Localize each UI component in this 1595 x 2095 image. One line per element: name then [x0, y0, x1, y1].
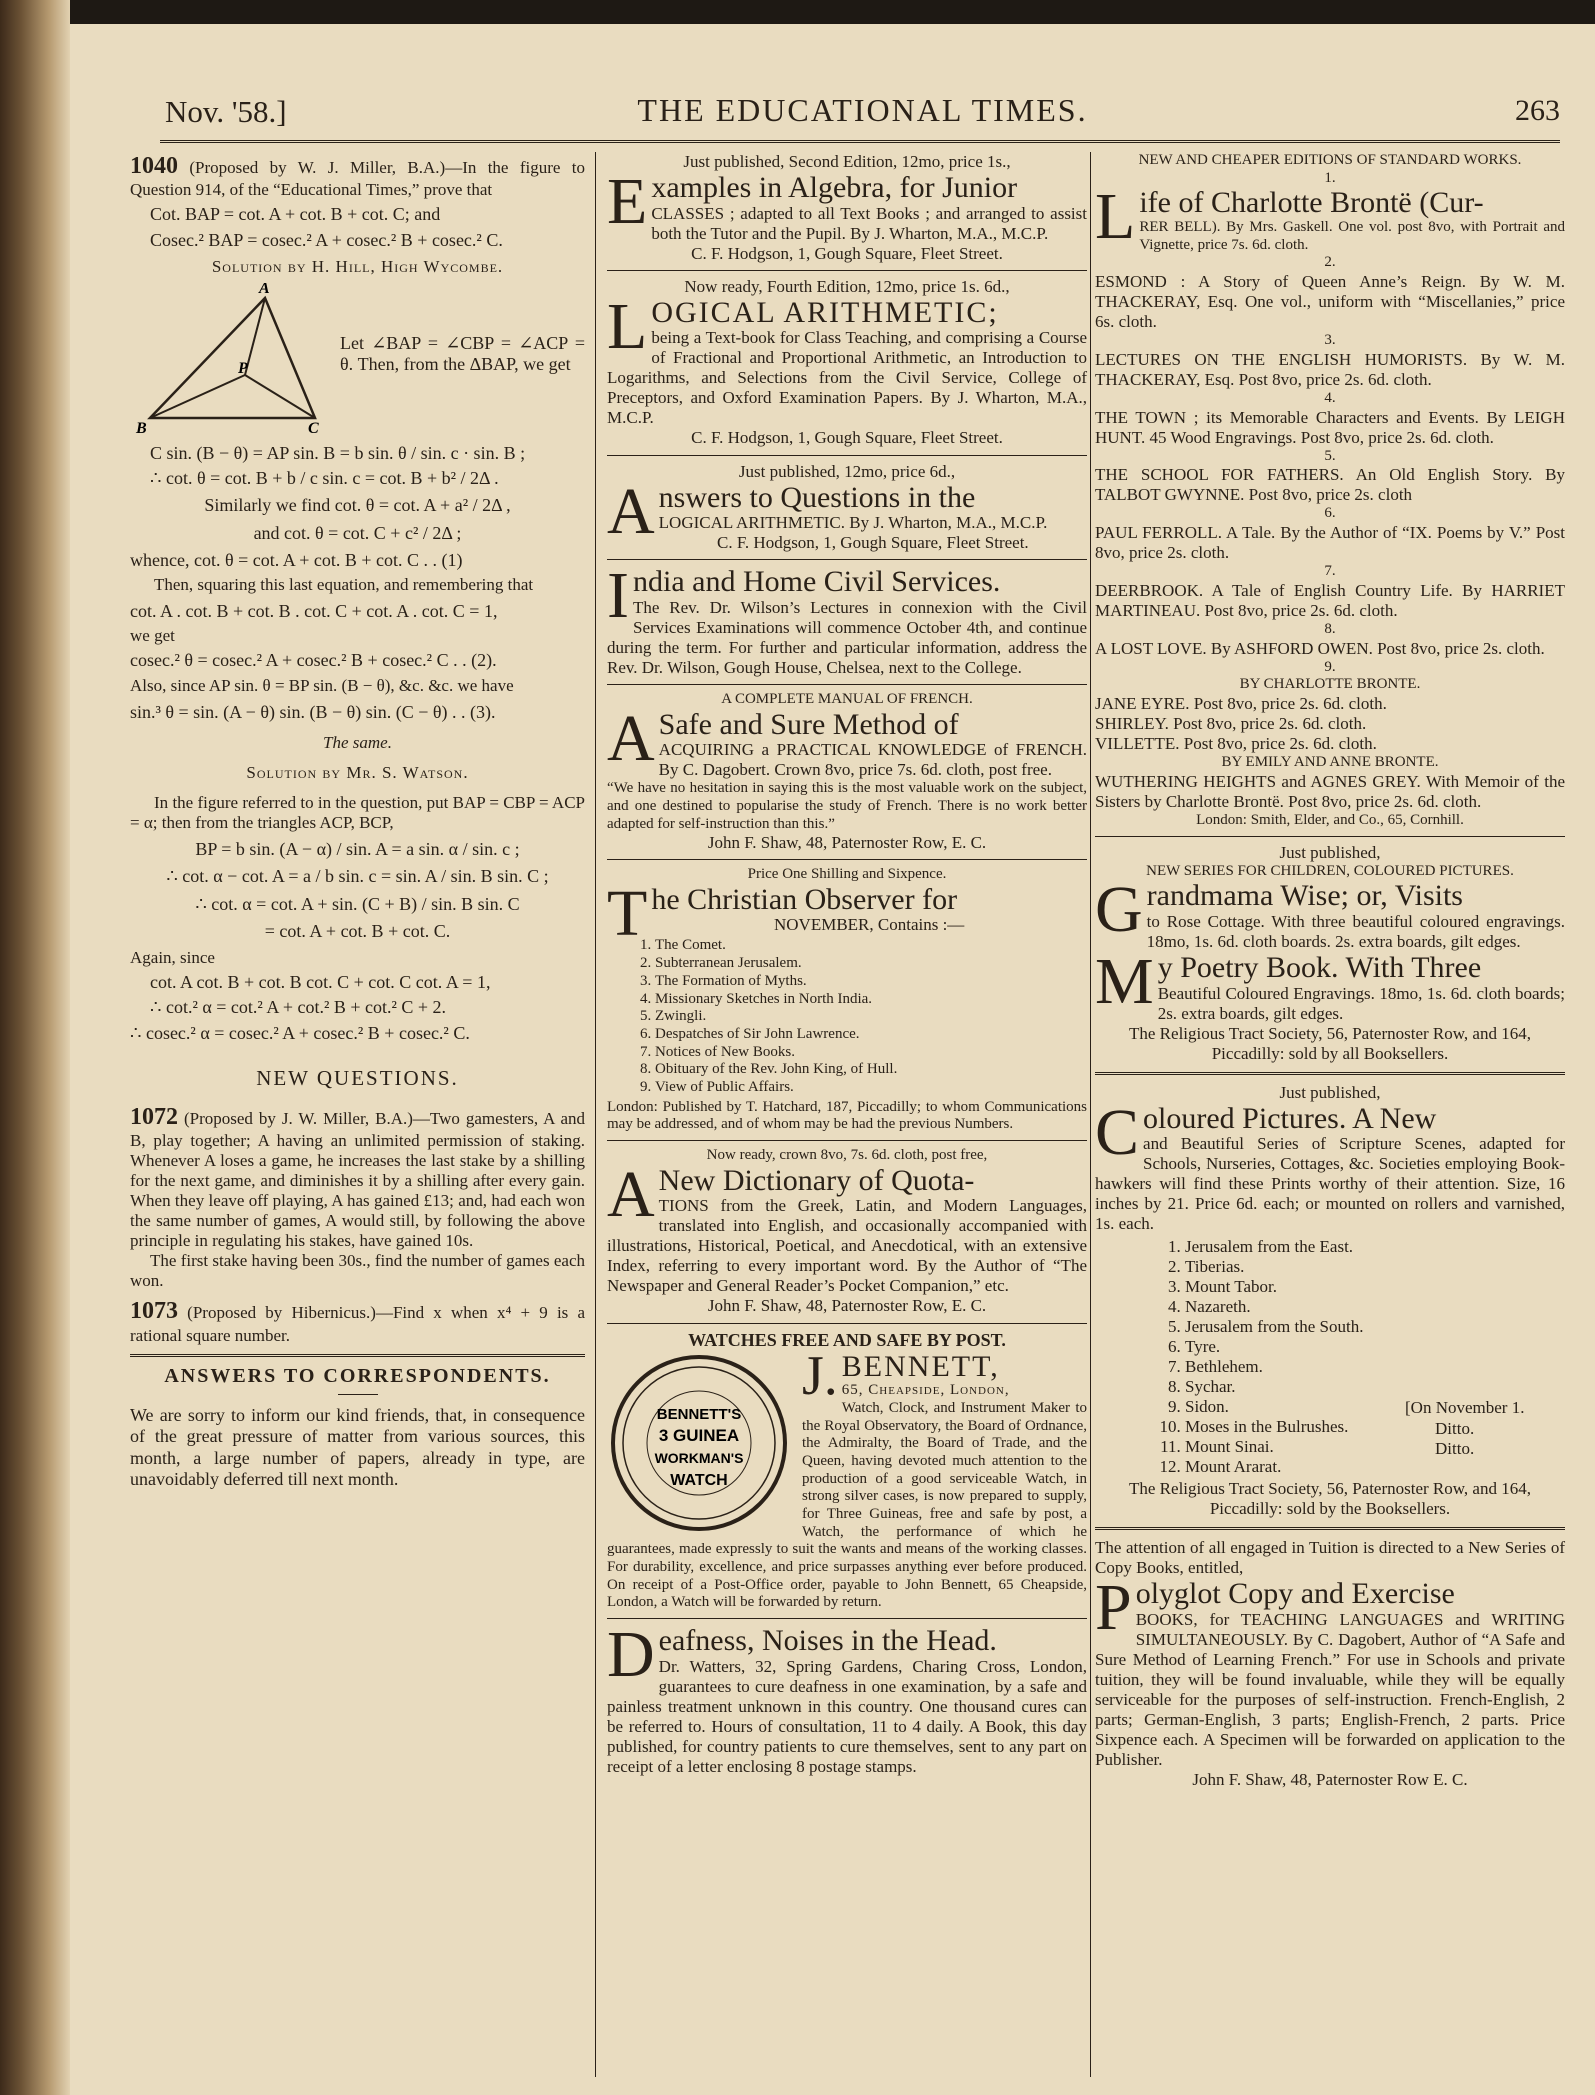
- solution-text: we get: [130, 626, 175, 646]
- the-same-heading: The same.: [323, 732, 392, 752]
- ad-subhead: Now ready, crown 8vo, 7s. 6d. cloth, post free,: [706, 1147, 988, 1164]
- question-1072: [130, 1103, 585, 1292]
- ad-headline: OGICAL ARITHMETIC;: [651, 295, 999, 329]
- ad-publisher: C. F. Hodgson, 1, Gough Square, Fleet Street.: [691, 428, 1003, 448]
- equation: whence, cot. θ = cot. A + cot. B + cot. C . . (1): [130, 549, 463, 570]
- drop-cap: E: [607, 165, 648, 239]
- book-entry: PAUL FERROLL. A Tale. By the Author of “IX. Poems by V.” Post 8vo, price 2s. cloth.: [1095, 523, 1565, 563]
- ad-body: Watch, Clock, and Instrument Maker to the Royal Observatory, the Board of Ordnance, the Admiralty, the Board of Trade, and the Queen, having devoted much attention to the production of a good serviceable Watch, in strong silver cases, is now prepared to supply, for Three Guineas, free and safe by post, a Watch, the performance of which he guarantees, made expressly to suit the wants and means of the working classes. For durability, excellence, and price surpasses anything ever before produced. On receipt of a Post-Office order, payable to John Bennett, 65 Cheapside, London, a Watch will be forwarded by return.: [607, 1399, 1087, 1611]
- ad-rule: [607, 1140, 1087, 1141]
- ad-civil-services: [607, 559, 1087, 678]
- ad-rule: [1095, 836, 1565, 837]
- book-entry: DEERBROOK. A Tale of English Country Life. By HARRIET MARTINEAU. Post 8vo, price 2s. 6d. cloth.: [1095, 580, 1565, 620]
- correspondents-text: We are sorry to inform our kind friends, that, in consequence of the great pressure of matter from various sources, this month, a large number of papers, already in type, are unavoidably deferred till next month.: [130, 1405, 585, 1489]
- ad-deafness: [607, 1618, 1087, 1777]
- column-advertisements-middle: [607, 152, 1087, 1783]
- new-questions-heading: NEW QUESTIONS.: [256, 1065, 459, 1090]
- ad-address: 65, Cheapside, London,: [841, 1382, 1010, 1399]
- book-entry: JANE EYRE. Post 8vo, price 2s. 6d. cloth.: [1095, 694, 1387, 714]
- ad-quote: “We have no hesitation in saying this is the most valuable work on the subject, and one destined to popularise the study of French. There is no work better adapted for self-instruction than this.”: [607, 780, 1087, 832]
- solution-text: Also, since AP sin. θ = BP sin. (B − θ), &c. &c. we have: [130, 675, 514, 695]
- ad-publisher: John F. Shaw, 48, Paternoster Row E. C.: [1192, 1770, 1468, 1790]
- ad-subhead: Just published,: [1279, 842, 1381, 862]
- ad-body: The Rev. Dr. Wilson’s Lectures in connexion with the Civil Services Examinations will commence October 4th, and continue during the term. For further and particular information, address the Rev. Dr. Wilson, Gough House, Chelsea, next to the College.: [607, 597, 1087, 677]
- author-heading: BY CHARLOTTE BRONTE.: [1239, 676, 1421, 693]
- column-mathematics: [130, 152, 585, 1490]
- list-item: 5. Jerusalem from the South.: [1185, 1317, 1565, 1337]
- list-item: 4. Nazareth.: [1185, 1297, 1565, 1317]
- ad-headline: Safe and Sure Method of: [658, 707, 959, 741]
- drop-cap: M: [1095, 945, 1154, 1019]
- ad-body: and Beautiful Series of Scripture Scenes, adapted for Schools, Nurseries, Cottages, &c. Societies employing Book-hawkers will find these Prints worthy of their attention. Size, 16 inches by 21. Price 6d. each; or mounted on rollers and varnished, 1s. each.: [1095, 1134, 1565, 1234]
- solution-text: In the figure referred to in the question, put BAP = CBP = ACP = α; then from the triangles ACP, BCP,: [130, 792, 585, 833]
- ad-body: TIONS from the Greek, Latin, and Modern Languages, translated into English, and occasionally accompanied with illustrations, Historical, Poetical, and Anecdotical, with an extensive Index, referring to every important word. By the Author of “The Newspaper and General Reader’s Pocket Companion,” etc.: [607, 1196, 1087, 1296]
- ad-polyglot: [1095, 1538, 1565, 1790]
- equation: Cot. BAP = cot. A + cot. B + cot. C; and: [150, 204, 441, 225]
- drop-cap: A: [607, 1157, 655, 1231]
- ad-headline: oloured Pictures. A New: [1143, 1101, 1437, 1135]
- correspondents-heading: ANSWERS TO CORRESPONDENTS.: [164, 1364, 551, 1387]
- drop-cap: J.: [802, 1344, 838, 1407]
- ad-answers: [607, 462, 1087, 554]
- question-text: (Proposed by J. W. Miller, B.A.)—Two gamesters, A and B, play together; A having an unlimited permission of staking. Whenever A loses a game, he increases the last stake by a shilling for the next game, and diminishes it by a shilling after every gain. When they leave off playing, A has gained £13; and, had each won the same number of games, A would still, by following the above principle in regulating his stakes, have gained 10s.: [130, 1108, 586, 1251]
- book-entry: LECTURES ON THE ENGLISH HUMORISTS. By W. M. THACKERAY, Esq. Post 8vo, price 2s. 6d. cloth.: [1095, 349, 1565, 389]
- ad-rule: [607, 1618, 1087, 1619]
- ad-headline: eafness, Noises in the Head.: [658, 1624, 997, 1658]
- list-item: 6. Despatches of Sir John Lawrence.: [655, 1026, 1087, 1044]
- equation: C sin. (B − θ) = AP sin. B = b sin. θ / sin. c · sin. B ;: [150, 442, 526, 463]
- ad-subhead: Price One Shilling and Sixpence.: [747, 866, 947, 883]
- ad-body: LOGICAL ARITHMETIC. By J. Wharton, M.A., M.C.P.: [658, 513, 1048, 533]
- question-text: The first stake having been 30s., find the number of games each won.: [130, 1251, 585, 1291]
- solution-text: Again, since: [130, 948, 215, 968]
- question-text: (Proposed by Hibernicus.)—Find x when x⁴ + 9 is a rational square number.: [130, 1303, 586, 1345]
- ad-quotations: [607, 1147, 1087, 1316]
- equation: Cosec.² BAP = cosec.² A + cosec.² B + cosec.² C.: [150, 229, 503, 250]
- drop-cap: L: [607, 289, 648, 363]
- list-item: 2. Tiberias.: [1185, 1257, 1565, 1277]
- list-item: 11. Mount Sinai.: [1185, 1437, 1565, 1457]
- list-item: 1. The Comet.: [655, 937, 1087, 955]
- question-number: 1073: [130, 1298, 178, 1325]
- book-entry: WUTHERING HEIGHTS and AGNES GREY. With Memoir of the Sisters by Charlotte Brontë. Post 8vo, price 2s. 6d. cloth.: [1095, 771, 1565, 811]
- issue-date: Nov. '58.]: [165, 94, 287, 129]
- ad-subhead: WATCHES FREE AND SAFE BY POST.: [688, 1329, 1006, 1350]
- ad-rule: [607, 859, 1087, 860]
- book-entry: THE SCHOOL FOR FATHERS. An Old English Story. By TALBOT GWYNNE. Post 8vo, price 2s. cloth: [1095, 465, 1565, 505]
- ad-rule: [1095, 1072, 1565, 1075]
- ad-subhead: Just published, 12mo, price 6d.,: [738, 461, 956, 481]
- ad-headline: y Poetry Book. With Three: [1157, 951, 1482, 985]
- list-item: 2. Subterranean Jerusalem.: [655, 955, 1087, 973]
- ad-body: Beautiful Coloured Engravings. 18mo, 1s. 6d. cloth boards; 2s. extra boards, gilt edges.: [1157, 983, 1565, 1023]
- drop-cap: T: [607, 876, 648, 950]
- ad-rule: [607, 270, 1087, 271]
- ad-children-series: [1095, 843, 1565, 1064]
- top-border: [0, 0, 1595, 24]
- list-item: 6. Tyre.: [1185, 1337, 1565, 1357]
- vertex-b-label: B: [136, 419, 147, 433]
- list-item: 3. The Formation of Myths.: [655, 973, 1087, 991]
- ad-headline: he Christian Observer for: [651, 882, 958, 916]
- question-text: (Proposed by W. J. Miller, B.A.)—In the figure to Question 914, of the “Educational Times,” prove that: [130, 158, 585, 200]
- equation: BP = b sin. (A − α) / sin. A = a sin. α / sin. c ;: [195, 839, 520, 860]
- equation: ∴ cosec.² α = cosec.² A + cosec.² B + cosec.² C.: [130, 1022, 470, 1043]
- ad-headline: randmama Wise; or, Visits: [1146, 879, 1463, 913]
- ad-rule: [607, 684, 1087, 685]
- watch-illustration: [607, 1351, 792, 1536]
- equation: ∴ cot.² α = cot.² A + cot.² B + cot.² C + 2.: [150, 997, 447, 1018]
- ad-standard-works: [1095, 152, 1565, 830]
- ad-rule: [607, 559, 1087, 560]
- ad-body: to Rose Cottage. With three beautiful coloured engravings. 18mo, 1s. 6d. cloth boards. 2s. extra boards, gilt edges.: [1146, 911, 1565, 951]
- list-item: 5. Zwingli.: [655, 1008, 1087, 1026]
- list-item: 8. Sychar.: [1185, 1377, 1565, 1397]
- ad-subhead: Just published,: [1279, 1082, 1381, 1102]
- book-entry: ESMOND : A Story of Queen Anne’s Reign. By W. M. THACKERAY, Esq. One vol., uniform with “Miscellanies,” price 6s. cloth.: [1095, 271, 1565, 332]
- ad-rule: [607, 1323, 1087, 1324]
- solution-text: Then, squaring this last equation, and remembering that: [154, 575, 534, 595]
- item-number: 5.: [1324, 447, 1336, 464]
- solution-heading: Solution by Mr. S. Watson.: [246, 762, 469, 782]
- ad-christian-observer: [607, 866, 1087, 1134]
- column-advertisements-right: [1095, 152, 1565, 1796]
- ad-body: NOVEMBER, Contains :—: [774, 915, 965, 935]
- drop-cap: P: [1095, 1571, 1132, 1645]
- list-note: Ditto.: [1435, 1438, 1475, 1458]
- solution-heading: Solution by H. Hill, High Wycombe.: [211, 256, 504, 276]
- ad-publisher: London: Smith, Elder, and Co., 65, Cornhill.: [1196, 812, 1464, 829]
- question-number: 1072: [130, 1103, 178, 1130]
- equation: and cot. θ = cot. C + c² / 2Δ ;: [253, 522, 462, 543]
- question-1073: [130, 1297, 585, 1345]
- ad-body: CLASSES ; adapted to all Text Books ; and arranged to assist both the Tutor and the Pupil. By J. Wharton, M.A., M.C.P.: [651, 203, 1087, 243]
- book-entry: VILLETTE. Post 8vo, price 2s. 6d. cloth.: [1095, 734, 1377, 754]
- ad-rule: [1095, 1527, 1565, 1530]
- ad-publisher: London: Published by T. Hatchard, 187, Piccadilly; to whom Communications may be addressed, and of whom may be had the previous Numbers.: [607, 1098, 1087, 1133]
- equation: cot. A . cot. B + cot. B . cot. C + cot. A . cot. C = 1,: [130, 601, 498, 622]
- item-number: 6.: [1324, 505, 1336, 522]
- solution-text: Let ∠BAP = ∠CBP = ∠ACP = θ. Then, from the ΔBAP, we get: [340, 332, 585, 375]
- drop-cap: A: [607, 474, 655, 548]
- ad-subhead: Now ready, Fourth Edition, 12mo, price 1s. 6d.,: [684, 276, 1010, 296]
- drop-cap: I: [607, 559, 629, 633]
- ad-subhead: The attention of all engaged in Tuition is directed to a New Series of Copy Books, entitled,: [1095, 1538, 1565, 1578]
- pictures-list: [1185, 1237, 1565, 1478]
- ad-subhead: NEW SERIES FOR CHILDREN, COLOURED PICTURES.: [1146, 862, 1514, 879]
- ad-subhead: A COMPLETE MANUAL OF FRENCH.: [721, 690, 973, 707]
- drop-cap: D: [607, 1618, 655, 1692]
- ad-body: RER BELL). By Mrs. Gaskell. One vol. post 8vo, with Portrait and Vignette, price 7s. 6d. cloth.: [1139, 218, 1565, 253]
- page-number: 263: [1515, 94, 1560, 127]
- author-heading: BY EMILY AND ANNE BRONTE.: [1221, 754, 1439, 771]
- ad-subhead: Just published, Second Edition, 12mo, price 1s.,: [683, 152, 1011, 171]
- column-divider-1: [595, 152, 596, 2077]
- equation: ∴ cot. α − cot. A = a / b sin. c = sin. A / sin. B sin. C ;: [166, 866, 549, 887]
- ad-headline: olyglot Copy and Exercise: [1135, 1577, 1455, 1611]
- ad-body: BOOKS, for TEACHING LANGUAGES and WRITING SIMULTANEOUSLY. By C. Dagobert, Author of “A Safe and Sure Method of Learning French.” For use in Schools and private tuition, they will be found invaluable, while they will be equally serviceable for the purposes of self-instruction. French-English, 2 parts; German-English, 3 parts; English-French, 2 parts. Price Sixpence each. A Specimen will be forwarded on application to the Publisher.: [1095, 1609, 1565, 1770]
- ad-publisher: C. F. Hodgson, 1, Gough Square, Fleet Street.: [691, 243, 1003, 263]
- ad-subhead: NEW AND CHEAPER EDITIONS OF STANDARD WORKS.: [1138, 152, 1522, 168]
- vertex-a-label: A: [259, 282, 270, 297]
- list-item: 9. Sidon.: [1185, 1397, 1565, 1417]
- list-item: 9. View of Public Affairs.: [655, 1079, 1087, 1097]
- list-note: Ditto.: [1435, 1418, 1475, 1438]
- book-entry: THE TOWN ; its Memorable Characters and Events. By LEIGH HUNT. 45 Wood Engravings. Post 8vo, price 2s. 6d. cloth.: [1095, 407, 1565, 447]
- list-item: 12. Mount Ararat.: [1185, 1457, 1565, 1477]
- item-number: 7.: [1324, 563, 1336, 580]
- ad-headline: New Dictionary of Quota-: [658, 1163, 975, 1197]
- ad-body: Dr. Watters, 32, Spring Gardens, Charing Cross, London, guarantees to cure deafness in one examination, by a safe and painless treatment unknown in this country. One thousand cures can be referred to. Hours of consultation, 11 to 4 daily. A Book, this day published, for country patients to cure themselves, sent to any part on receipt of a letter enclosing 8 postage stamps.: [607, 1656, 1087, 1776]
- list-item: 3. Mount Tabor.: [1185, 1277, 1565, 1297]
- list-note: [On November 1.: [1405, 1397, 1525, 1417]
- item-number: 9.: [1324, 658, 1336, 675]
- section-rule: [130, 1354, 585, 1357]
- list-item: 4. Missionary Sketches in North India.: [655, 991, 1087, 1009]
- item-number: 1.: [1324, 169, 1336, 186]
- watch-text: BENNETT'S: [656, 1405, 742, 1423]
- watch-text: WATCH: [670, 1471, 728, 1489]
- ad-publisher: The Religious Tract Society, 56, Paternoster Row, and 164, Piccadilly: sold by the Booksellers.: [1129, 1479, 1531, 1519]
- drop-cap: L: [1095, 180, 1136, 254]
- newspaper-page: [120, 60, 1565, 2080]
- vertex-c-label: C: [308, 419, 319, 433]
- equation: sin.³ θ = sin. (A − θ) sin. (B − θ) sin. (C − θ) . . (3).: [130, 701, 496, 722]
- equation: ∴ cot. θ = cot. B + b / c sin. c = cot. B + b² / 2Δ .: [150, 468, 499, 489]
- short-rule: [338, 1394, 378, 1395]
- ad-body: ACQUIRING a PRACTICAL KNOWLEDGE of FRENCH. By C. Dagobert. Crown 8vo, price 7s. 6d. cloth, post free.: [658, 740, 1087, 780]
- ad-headline: nswers to Questions in the: [658, 480, 976, 514]
- question-1040: [130, 152, 585, 251]
- equation: = cot. A + cot. B + cot. C.: [264, 920, 451, 941]
- ad-publisher: John F. Shaw, 48, Paternoster Row, E. C.: [707, 833, 987, 853]
- publication-title: THE EDUCATIONAL TIMES.: [637, 92, 1088, 128]
- point-p-label: P: [238, 359, 248, 377]
- list-item: 1. Jerusalem from the East.: [1185, 1237, 1565, 1257]
- equation: cot. A cot. B + cot. B cot. C + cot. C cot. A = 1,: [150, 972, 491, 993]
- item-number: 3.: [1324, 332, 1336, 349]
- ad-watches: [607, 1330, 1087, 1613]
- book-entry: SHIRLEY. Post 8vo, price 2s. 6d. cloth.: [1095, 714, 1367, 734]
- header-rule: [160, 140, 1560, 147]
- column-divider-2: [1090, 152, 1091, 2077]
- ad-french-manual: [607, 691, 1087, 853]
- item-number: 8.: [1324, 620, 1336, 637]
- watch-text: 3 GUINEA: [658, 1425, 740, 1445]
- page-header: [165, 90, 1560, 134]
- ad-coloured-pictures: [1095, 1083, 1565, 1519]
- drop-cap: G: [1095, 873, 1143, 947]
- ad-rule: [607, 455, 1087, 456]
- list-item: 7. Notices of New Books.: [655, 1044, 1087, 1062]
- triangle-figure: [130, 283, 330, 433]
- contents-list: [655, 937, 1087, 1096]
- item-number: 2.: [1324, 254, 1336, 271]
- list-item: 7. Bethlehem.: [1185, 1357, 1565, 1377]
- ad-headline: BENNETT,: [841, 1349, 1000, 1383]
- ad-publisher: The Religious Tract Society, 56, Paternoster Row, and 164, Piccadilly: sold by all Booksellers.: [1129, 1023, 1531, 1063]
- ad-publisher: John F. Shaw, 48, Paternoster Row, E. C.: [707, 1296, 987, 1316]
- book-entry: A LOST LOVE. By ASHFORD OWEN. Post 8vo, price 2s. cloth.: [1095, 638, 1545, 658]
- list-item: 8. Obituary of the Rev. John King, of Hull.: [655, 1061, 1087, 1079]
- ad-headline: ndia and Home Civil Services.: [632, 565, 1001, 599]
- ad-logical-arithmetic: [607, 277, 1087, 449]
- drop-cap: A: [607, 701, 655, 775]
- drop-cap: C: [1095, 1095, 1140, 1169]
- ad-headline: xamples in Algebra, for Junior: [651, 171, 1018, 205]
- ad-body: being a Text-book for Class Teaching, and comprising a Course of Fractional and Proportional Arithmetic, an Introduction to Logarithms, and Selections from the Civil Service, College of Preceptors, and Oxford Examination Papers. By J. Wharton, M.A., M.C.P.: [607, 328, 1087, 428]
- list-item: 10. Moses in the Bulrushes.: [1185, 1417, 1565, 1437]
- ad-publisher: C. F. Hodgson, 1, Gough Square, Fleet Street.: [716, 533, 1029, 553]
- equation: cosec.² θ = cosec.² A + cosec.² B + cosec.² C . . (2).: [130, 650, 497, 671]
- book-spine: [0, 0, 70, 2095]
- question-number: 1040: [130, 153, 178, 179]
- ad-algebra: [607, 152, 1087, 264]
- equation: Similarly we find cot. θ = cot. A + a² / 2Δ ,: [204, 495, 511, 516]
- equation: ∴ cot. α = cot. A + sin. (C + B) / sin. B sin. C: [195, 893, 520, 914]
- item-number: 4.: [1324, 389, 1336, 406]
- ad-headline: ife of Charlotte Brontë (Cur-: [1139, 186, 1484, 220]
- watch-text: WORKMAN'S: [654, 1449, 744, 1466]
